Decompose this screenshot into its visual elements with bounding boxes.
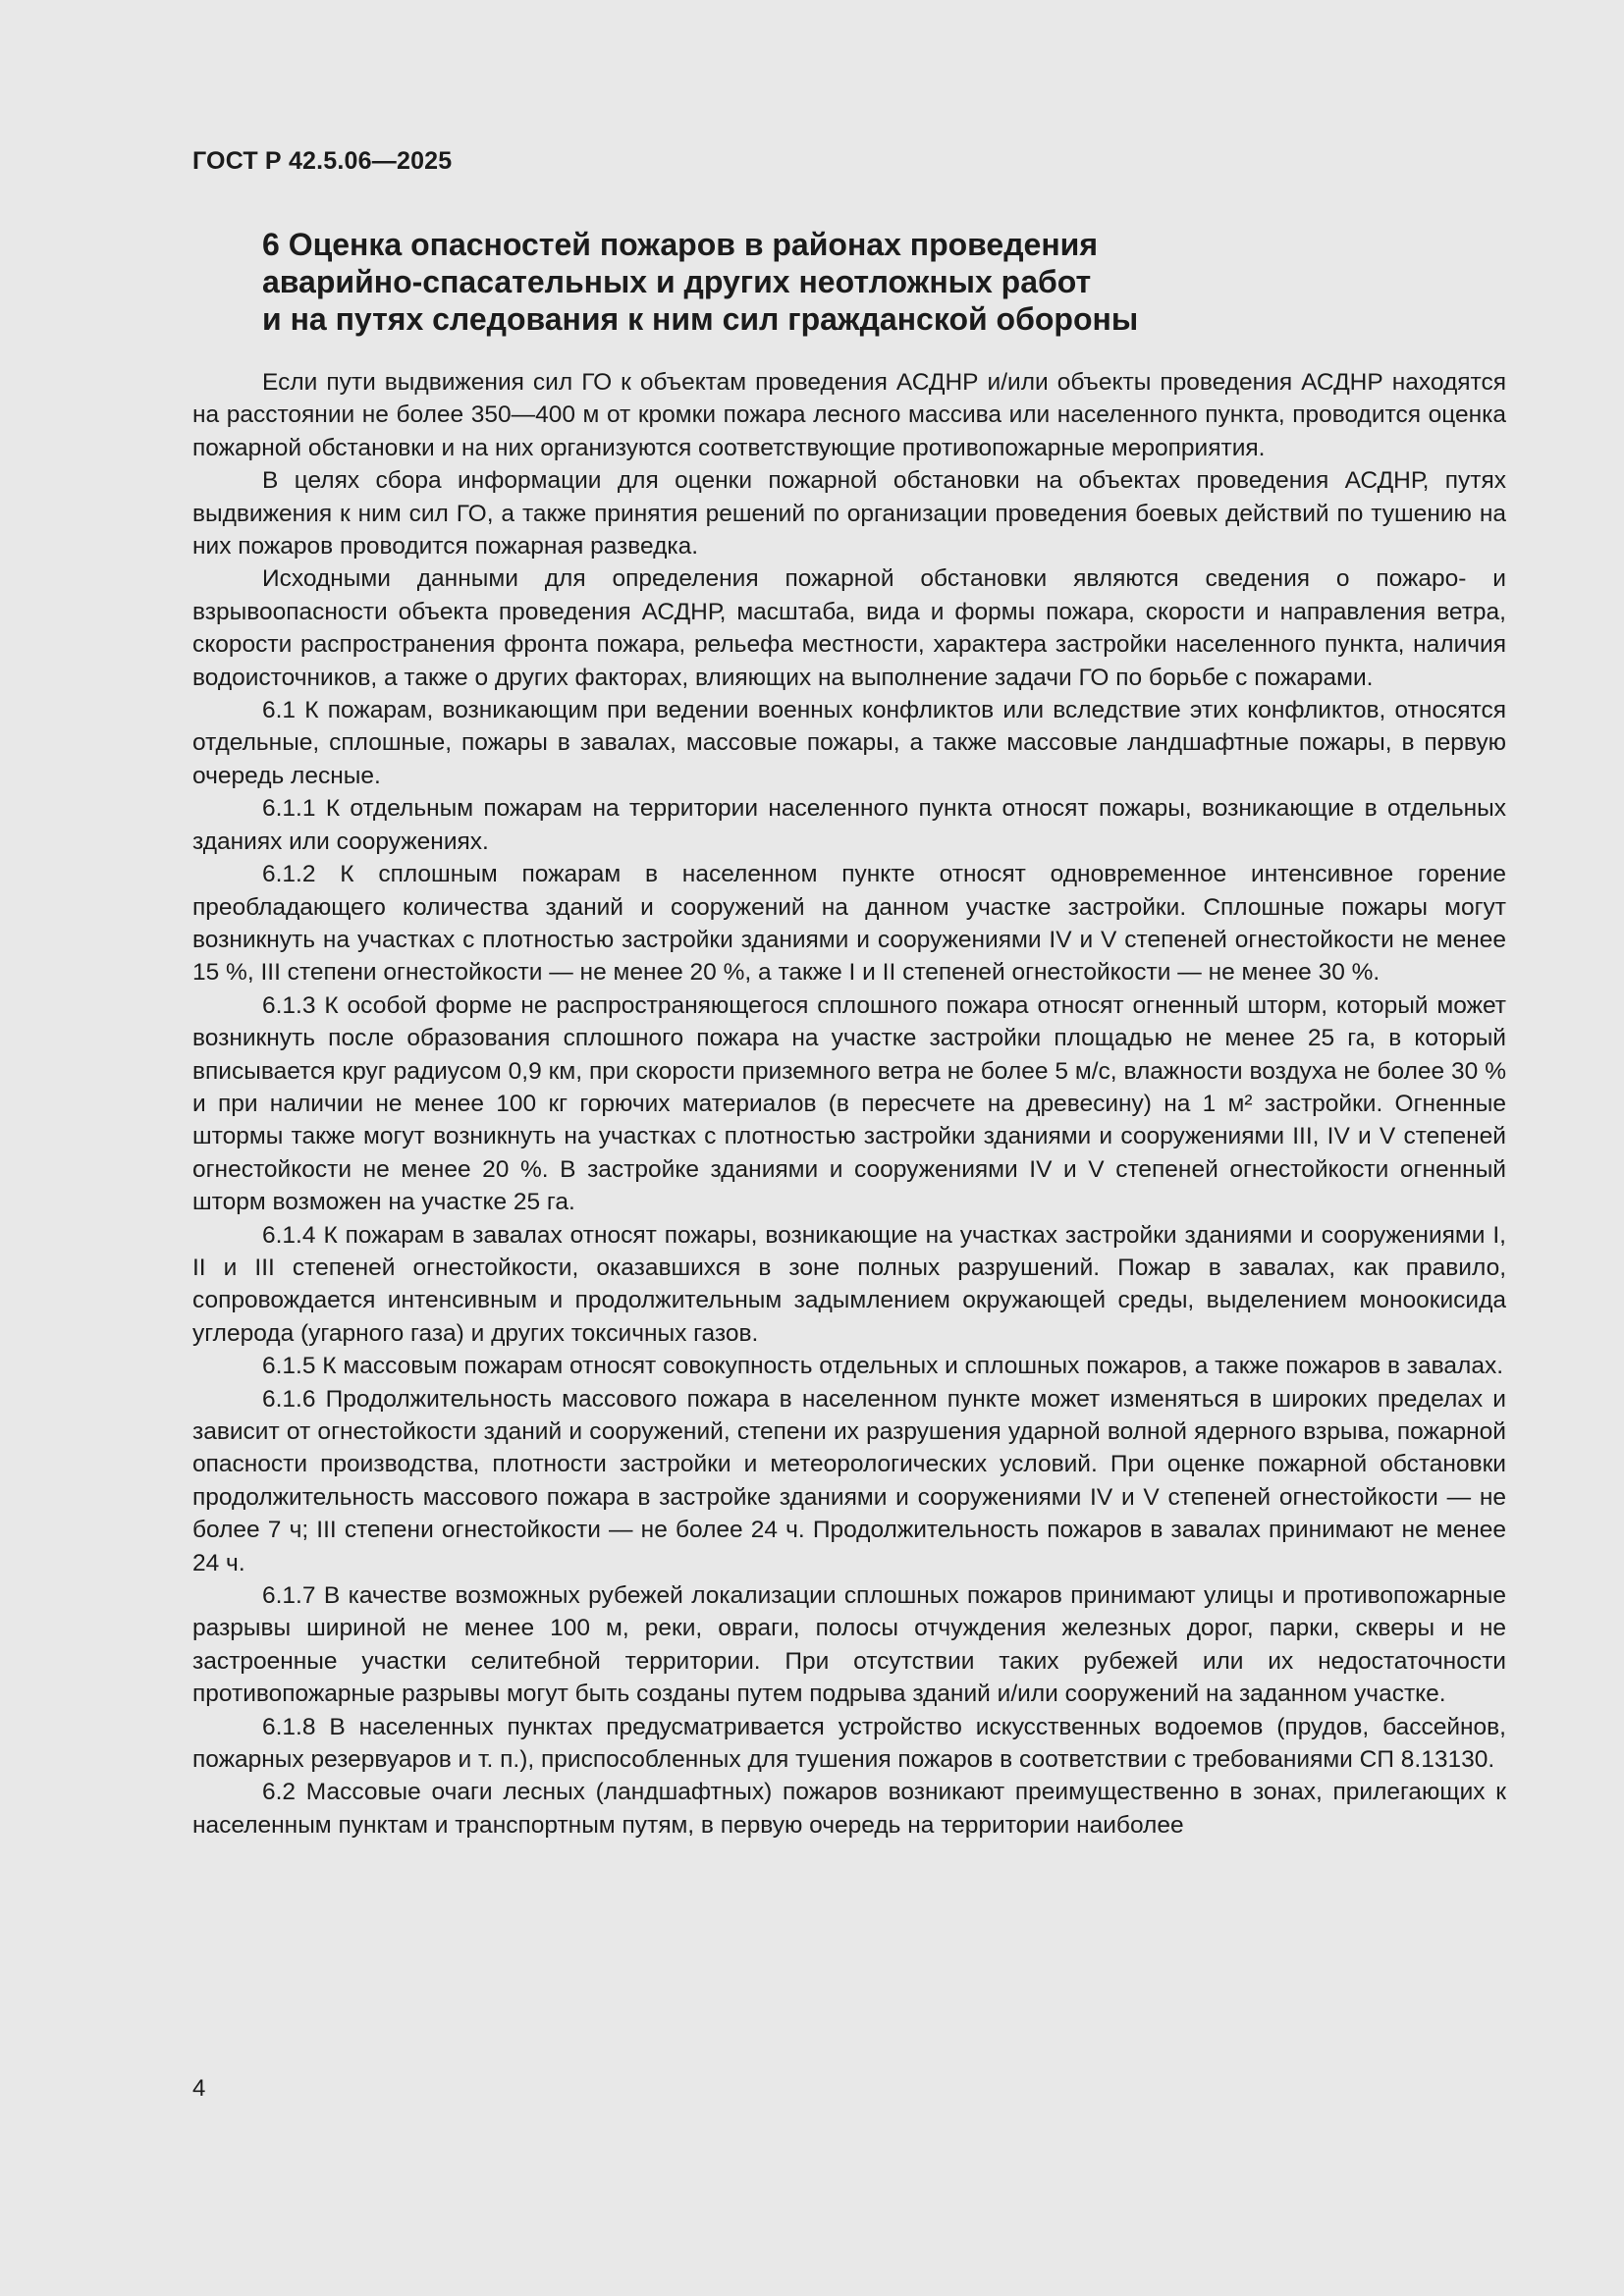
document-code-header: ГОСТ Р 42.5.06—2025 xyxy=(192,147,453,175)
paragraph-6-1-3: 6.1.3 К особой форме не распространяющегося сплошного пожара относят огненный шторм, который может возникнуть после образования сплошного пожара на участке застройки площадью не менее 25 га, в который вписывается круг радиусом 0,9 км, при скорости приземного ветра не более 5 м/с, влажности воздуха не более 30 % и при наличии не менее 100 кг горючих материалов (в пересчете на древесину) на 1 м² застройки. Огненные штормы также могут возникнуть на участках с плотностью застройки зданиями и сооружениями III, IV и V степеней огнестойкости не менее 20 %. В застройке зданиями и сооружениями IV и V степеней огнестойкости огненный шторм возможен на участке 25 га. xyxy=(192,991,1506,1216)
section-title xyxy=(262,226,1342,338)
section-title-line: аварийно-спасательных и других неотложных работ xyxy=(262,264,1092,299)
page-number: 4 xyxy=(192,2075,206,2102)
section-title-line: и на путях следования к ним сил гражданской обороны xyxy=(262,301,1139,337)
paragraph-intro-2: В целях сбора информации для оценки пожарной обстановки на объектах проведения АСДНР, путях выдвижения к ним сил ГО, а также принятия решений по организации проведения боевых действий по тушению на них пожаров проводится пожарная разведка. xyxy=(192,467,1506,561)
paragraph-6-1-8: 6.1.8 В населенных пунктах предусматривается устройство искусственных водоемов (прудов, бассейнов, пожарных резервуаров и т. п.), приспособленных для тушения пожаров в соответствии с требованиями СП 8.13130. xyxy=(192,1713,1506,1774)
section-title-line: 6 Оценка опасностей пожаров в районах проведения xyxy=(262,227,1098,262)
paragraph-intro-3: Исходными данными для определения пожарной обстановки являются сведения о пожаро- и взрывоопасности объекта проведения АСДНР, масштаба, вида и формы пожара, скорости и направления ветра, скорости распространения фронта пожара, рельефа местности, характера застройки населенного пункта, наличия водоисточников, а также о других факторах, влияющих на выполнение задачи ГО по борьбе с пожарами. xyxy=(192,565,1506,691)
paragraph-6-1-1: 6.1.1 К отдельным пожарам на территории населенного пункта относят пожары, возникающие в отдельных зданиях или сооружениях. xyxy=(192,795,1506,855)
paragraph-6-2: 6.2 Массовые очаги лесных (ландшафтных) пожаров возникают преимущественно в зонах, прилегающих к населенным пунктам и транспортным путям, в первую очередь на территории наиболее xyxy=(192,1779,1506,1839)
paragraph-6-1-7: 6.1.7 В качестве возможных рубежей локализации сплошных пожаров принимают улицы и противопожарные разрывы шириной не менее 100 м, реки, овраги, полосы отчуждения железных дорог, парки, скверы и не застроенные участки селитебной территории. При отсутствии таких рубежей или их недостаточности противопожарные разрывы могут быть созданы путем подрыва зданий и/или сооружений на заданном участке. xyxy=(192,1582,1506,1708)
paragraph-6-1-6: 6.1.6 Продолжительность массового пожара в населенном пункте может изменяться в широких пределах и зависит от огнестойкости зданий и сооружений, степени их разрушения ударной волной ядерного взрыва, пожарной опасности производства, плотности застройки и метеорологических условий. При оценке пожарной обстановки продолжительность массового пожара в застройке зданиями и сооружениями IV и V степеней огнестойкости — не более 7 ч; III степени огнестойкости — не более 24 ч. Продолжительность пожаров в завалах принимают не менее 24 ч. xyxy=(192,1385,1506,1576)
paragraph-intro-1: Если пути выдвижения сил ГО к объектам проведения АСДНР и/или объекты проведения АСДНР находятся на расстоянии не более 350—400 м от кромки пожара лесного массива или населенного пункта, проводится оценка пожарной обстановки и на них организуются соответствующие противопожарные мероприятия. xyxy=(192,369,1506,461)
paragraph-6-1-2: 6.1.2 К сплошным пожарам в населенном пункте относят одновременное интенсивное горение преобладающего количества зданий и сооружений на данном участке застройки. Сплошные пожары могут возникнуть на участках с плотностью застройки зданиями и сооружениями IV и V степеней огнестойкости не менее 15 %, III степени огнестойкости — не менее 20 %, а также I и II степеней огнестойкости — не менее 30 %. xyxy=(192,861,1506,987)
paragraph-6-1-4: 6.1.4 К пожарам в завалах относят пожары, возникающие на участках застройки зданиями и сооружениями I, II и III степеней огнестойкости, оказавшихся в зоне полных разрушений. Пожар в завалах, как правило, сопровождается интенсивным и продолжительным задымлением окружающей среды, выделением моноокисида углерода (угарного газа) и других токсичных газов. xyxy=(192,1221,1506,1347)
document-body xyxy=(192,366,1506,1842)
paragraph-6-1-5: 6.1.5 К массовым пожарам относят совокупность отдельных и сплошных пожаров, а также пожаров в завалах. xyxy=(262,1353,1503,1380)
paragraph-6-1: 6.1 К пожарам, возникающим при ведении военных конфликтов или вследствие этих конфликтов, относятся отдельные, сплошные, пожары в завалах, массовые пожары, а также массовые ландшафтные пожары, в первую очередь лесные. xyxy=(192,697,1506,789)
